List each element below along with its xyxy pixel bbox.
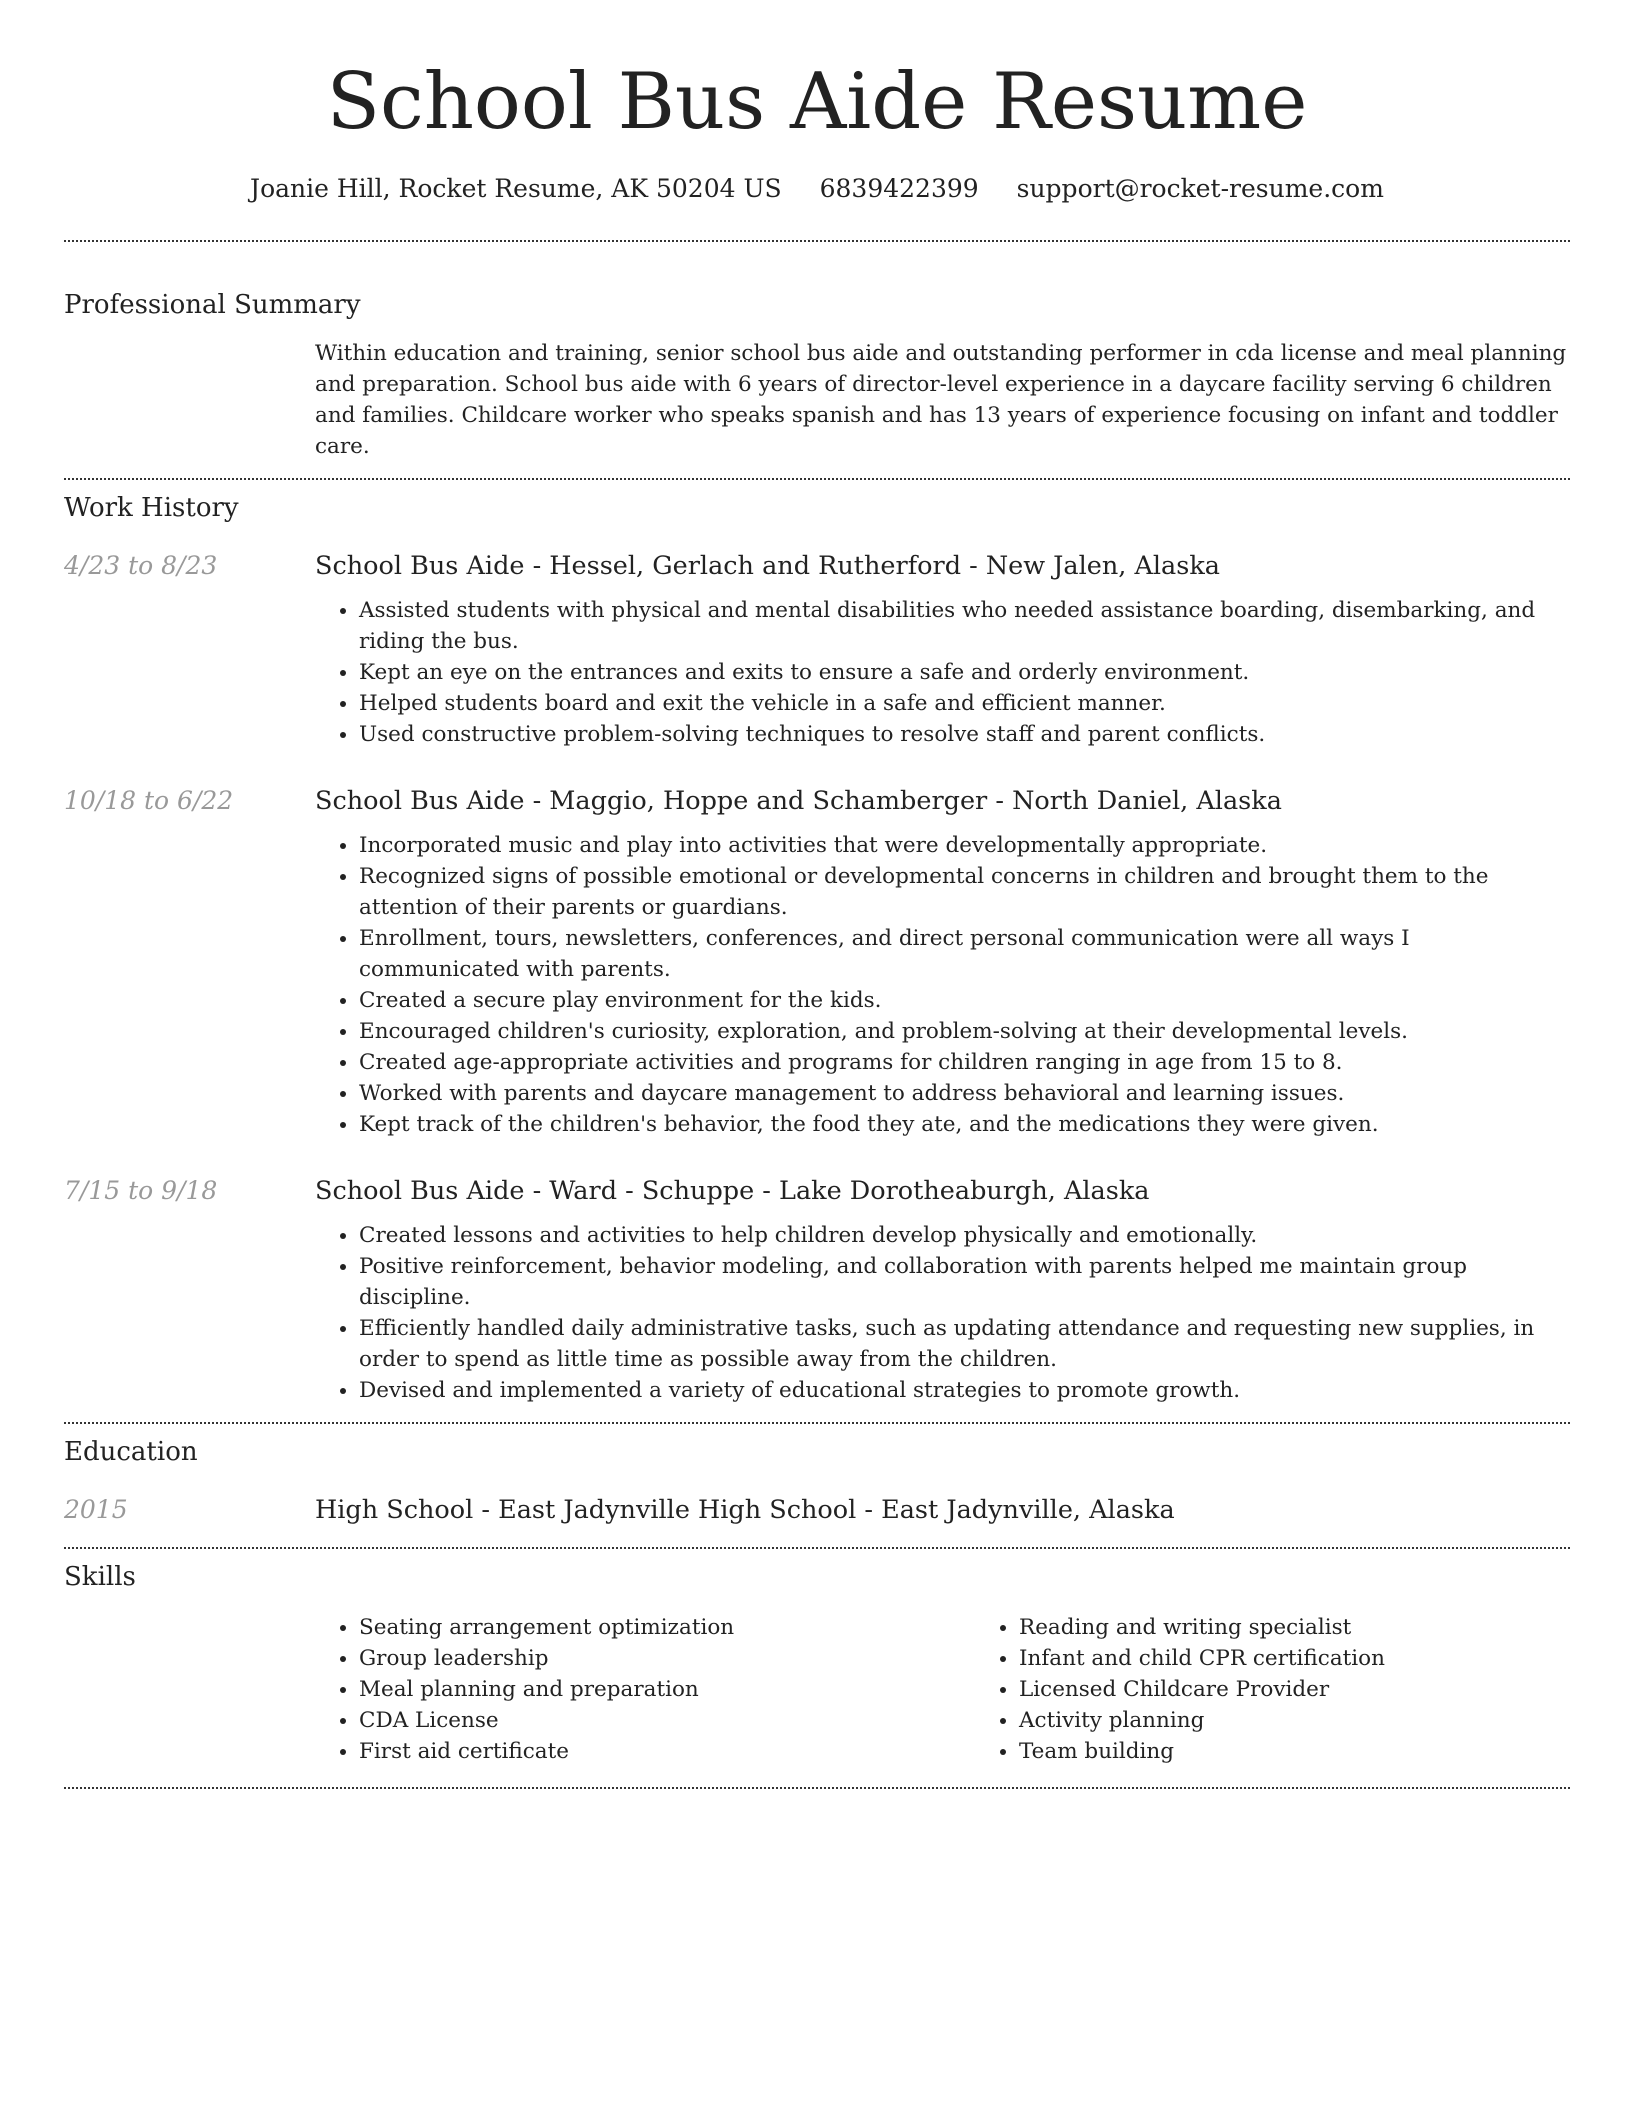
- contact-line: [64, 172, 1570, 206]
- divider: [64, 478, 1570, 480]
- contact-email: support@rocket-resume.com: [1016, 174, 1384, 203]
- job-body: [315, 784, 1570, 1140]
- contact-phone: 6839422399: [819, 174, 979, 203]
- job-bullets: [315, 830, 1570, 1140]
- job-dates: 7/15 to 9/18: [64, 1176, 218, 1205]
- job-title: School Bus Aide - Maggio, Hoppe and Schamberger - North Daniel, Alaska: [315, 786, 1282, 816]
- job-bullet: • Recognized signs of possible emotional or developmental concerns in children and brought them to the attention of their parents or guardians.: [359, 861, 1570, 923]
- skill-item: • Activity planning: [1019, 1705, 1632, 1736]
- summary-section: [64, 288, 1570, 462]
- skills-columns: [315, 1612, 1632, 1767]
- skills-list-left: [315, 1612, 975, 1767]
- divider: [64, 1422, 1570, 1424]
- skill-item: • CDA License: [359, 1705, 975, 1736]
- job-bullet: • Created age-appropriate activities and programs for children ranging in age from 15 to 8.: [359, 1047, 1570, 1078]
- education-entry: [64, 1493, 1570, 1527]
- summary-row: [64, 338, 1570, 462]
- skill-item: • Licensed Childcare Provider: [1019, 1674, 1632, 1705]
- job-bullet: • Kept track of the children's behavior, the food they ate, and the medications they were given.: [359, 1109, 1570, 1140]
- page-title: School Bus Aide Resume: [326, 57, 1308, 147]
- job-bullet: • Encouraged children's curiosity, exploration, and problem-solving at their developmental levels.: [359, 1016, 1570, 1047]
- summary-spacer: [64, 338, 315, 462]
- education-title: High School - East Jadynville High School - East Jadynville, Alaska: [315, 1495, 1175, 1525]
- job-bullets: [315, 595, 1570, 750]
- job-bullet: • Incorporated music and play into activities that were developmentally appropriate.: [359, 830, 1570, 861]
- job-body: [315, 549, 1570, 750]
- job-dates: 4/23 to 8/23: [64, 551, 218, 580]
- section-heading-skills: Skills: [64, 1562, 136, 1592]
- skills-spacer: [64, 1612, 315, 1767]
- skill-item: • Reading and writing specialist: [1019, 1612, 1632, 1643]
- skills-row: [64, 1612, 1570, 1767]
- job-bullet: • Kept an eye on the entrances and exits to ensure a safe and orderly environment.: [359, 657, 1570, 688]
- job-bullet: • Worked with parents and daycare management to address behavioral and learning issues.: [359, 1078, 1570, 1109]
- contact-address: Joanie Hill, Rocket Resume, AK 50204 US: [250, 174, 782, 203]
- education-year: 2015: [64, 1495, 128, 1524]
- skills-section: [64, 1560, 1570, 1767]
- job-bullet: • Created lessons and activities to help children develop physically and emotionally.: [359, 1220, 1570, 1251]
- skill-item: • Seating arrangement optimization: [359, 1612, 975, 1643]
- skill-item: • Infant and child CPR certification: [1019, 1643, 1632, 1674]
- skill-item: • First aid certificate: [359, 1736, 975, 1767]
- section-heading-education: Education: [64, 1437, 198, 1467]
- divider: [64, 1547, 1570, 1549]
- job-entry: [64, 549, 1570, 750]
- education-section: [64, 1435, 1570, 1527]
- skill-item: • Team building: [1019, 1736, 1632, 1767]
- job-dates: 10/18 to 6/22: [64, 786, 234, 815]
- divider: [64, 240, 1570, 242]
- job-entry: [64, 1174, 1570, 1406]
- job-bullets: [315, 1220, 1570, 1406]
- job-bullet: • Helped students board and exit the vehicle in a safe and efficient manner.: [359, 688, 1570, 719]
- section-heading-summary: Professional Summary: [64, 290, 361, 320]
- job-body: [315, 1174, 1570, 1406]
- resume-content: [64, 0, 1570, 1789]
- job-title: School Bus Aide - Hessel, Gerlach and Rutherford - New Jalen, Alaska: [315, 551, 1221, 581]
- job-bullet: • Assisted students with physical and mental disabilities who needed assistance boarding, disembarking, and riding the bus.: [359, 595, 1570, 657]
- job-bullet: • Used constructive problem-solving techniques to resolve staff and parent conflicts.: [359, 719, 1570, 750]
- summary-text: Within education and training, senior school bus aide and outstanding performer in cda license and meal planning and preparation. School bus aide with 6 years of director-level experience in a daycare facility serving 6 children and families. Childcare worker who speaks spanish and has 13 years of experience focusing on infant and toddler care.: [315, 341, 1567, 459]
- job-bullet: • Positive reinforcement, behavior modeling, and collaboration with parents helped me maintain group discipline.: [359, 1251, 1570, 1313]
- job-entry: [64, 784, 1570, 1140]
- job-bullet: • Efficiently handled daily administrative tasks, such as updating attendance and requesting new supplies, in order to spend as little time as possible away from the children.: [359, 1313, 1570, 1375]
- work-history-section: [64, 491, 1570, 1406]
- divider: [64, 1787, 1570, 1789]
- job-bullet: • Created a secure play environment for the kids.: [359, 985, 1570, 1016]
- job-bullet: • Enrollment, tours, newsletters, conferences, and direct personal communication were all ways I communicated with parents.: [359, 923, 1570, 985]
- skill-item: • Meal planning and preparation: [359, 1674, 975, 1705]
- job-bullet: • Devised and implemented a variety of educational strategies to promote growth.: [359, 1375, 1570, 1406]
- section-heading-work: Work History: [64, 493, 239, 523]
- skill-item: • Group leadership: [359, 1643, 975, 1674]
- skills-list-right: [975, 1612, 1632, 1767]
- job-title: School Bus Aide - Ward - Schuppe - Lake Dorotheaburgh, Alaska: [315, 1176, 1150, 1206]
